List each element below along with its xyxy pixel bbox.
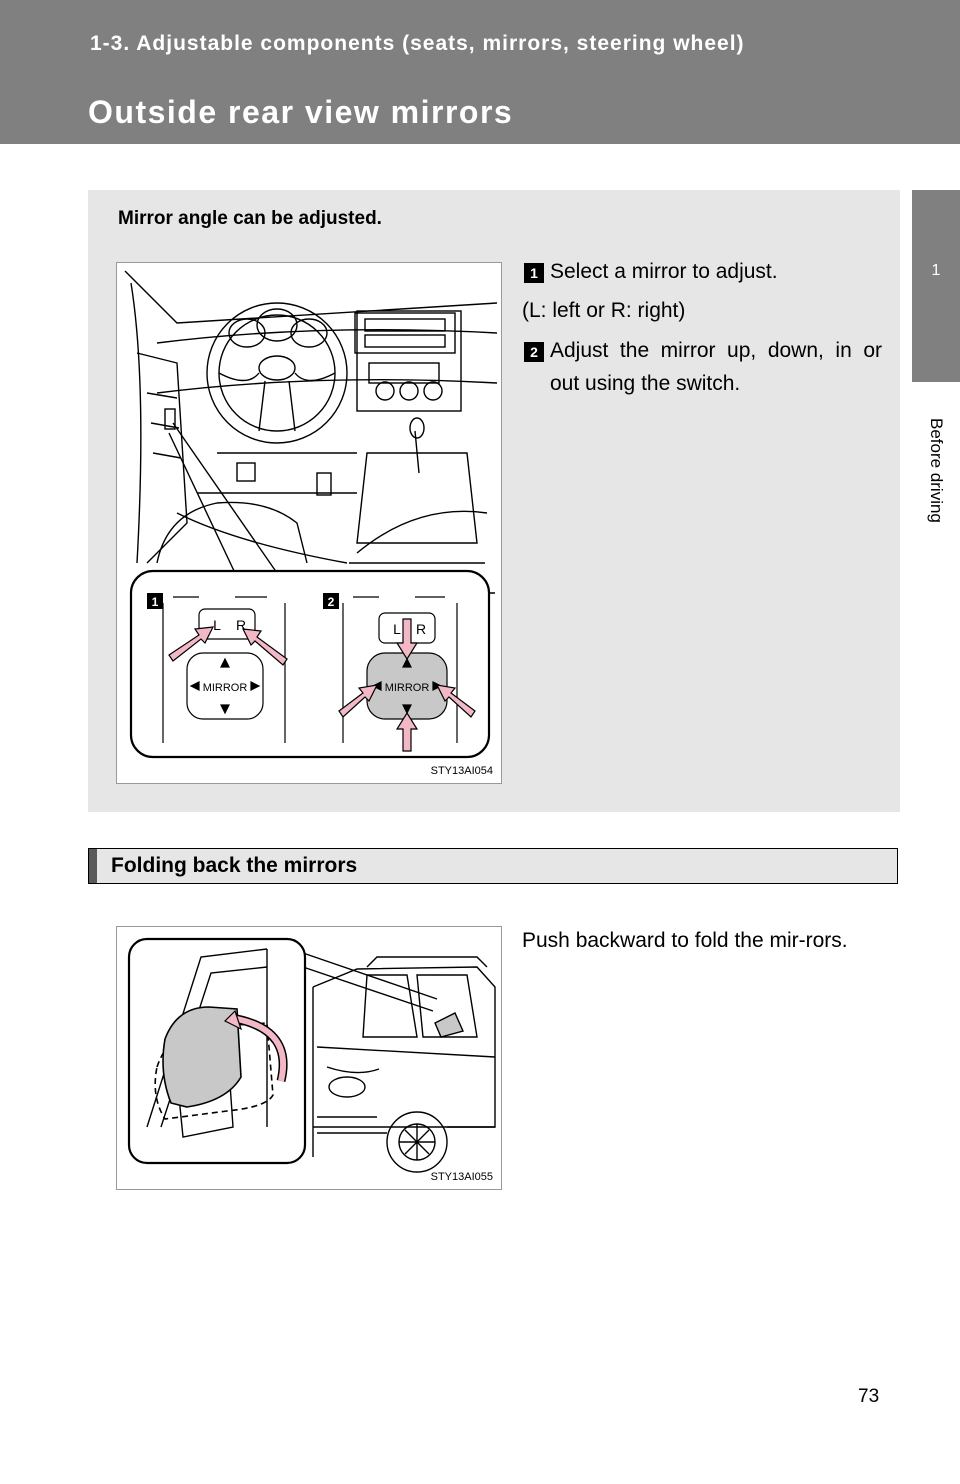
- steps-list: [522, 256, 882, 400]
- step-1: [522, 256, 882, 289]
- fold-heading-box: [88, 848, 898, 884]
- step-1-badge: 1: [524, 263, 544, 283]
- switch-right-label-2: R: [415, 621, 427, 637]
- chapter-tab[interactable]: [912, 190, 960, 382]
- header-band: [0, 0, 960, 144]
- step-2-badge: 2: [524, 342, 544, 362]
- switch-right-label-1: R: [235, 617, 247, 633]
- chapter-number: 1: [931, 262, 941, 279]
- chapter-label-text: Before driving: [927, 417, 946, 523]
- cockpit-illustration: [117, 263, 501, 783]
- step-1-text: Select a mirror to adjust.: [550, 260, 778, 283]
- fold-heading: Folding back the mirrors: [111, 854, 358, 877]
- page-number: 73: [858, 1386, 880, 1407]
- mirror-knob-label-1: MIRROR: [202, 682, 248, 694]
- page-title: Outside rear view mirrors: [88, 94, 514, 130]
- chapter-label: [916, 400, 956, 540]
- switch-left-label-2: L: [393, 621, 401, 637]
- step-2: [522, 335, 882, 400]
- switch-left-label-1: L: [213, 617, 221, 633]
- figure-code: STY13AI055: [430, 1171, 493, 1183]
- mirror-knob-label-2: MIRROR: [384, 682, 430, 694]
- step-1-note: (L: left or R: right): [522, 298, 686, 322]
- step-2-text: Adjust the mirror up, down, in or out using the switch.: [550, 339, 882, 395]
- inset-2-badge: 2: [327, 595, 335, 609]
- heading-bar: [89, 849, 97, 883]
- mirror-switch-figure: [116, 262, 502, 784]
- inset-1-badge: 1: [151, 595, 159, 609]
- intro-text: Mirror angle can be adjusted.: [118, 208, 382, 229]
- figure-code: STY13AI054: [430, 765, 493, 777]
- fold-instructions: Push backward to fold the mir-rors.: [522, 929, 848, 952]
- section-label: 1-3. Adjustable components (seats, mirrors, steering wheel): [90, 32, 745, 55]
- fold-mirror-figure: [116, 926, 502, 1190]
- fold-mirror-illustration: [117, 927, 501, 1189]
